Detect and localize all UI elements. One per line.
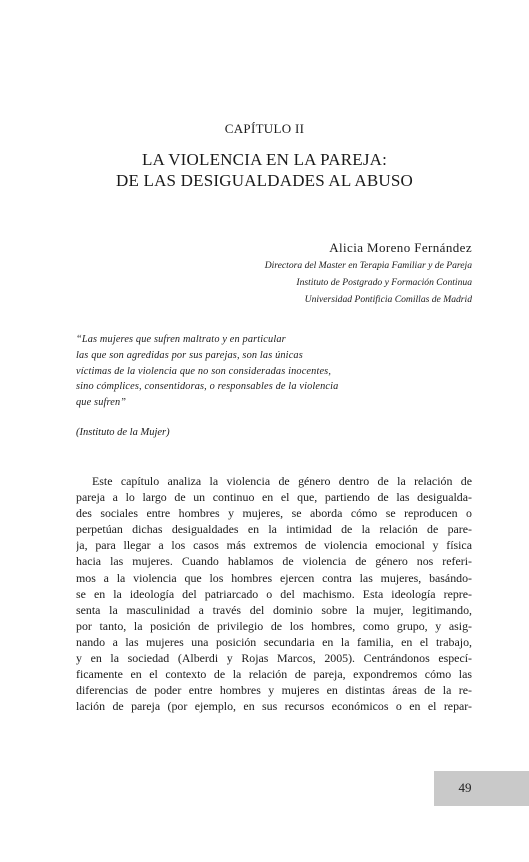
body-line: se en la ideología del patriarcado o del machismo. Esta ideología repre-: [76, 586, 472, 601]
epigraph-source: (Instituto de la Mujer): [76, 427, 170, 438]
body-line: diferencias de poder entre hombres y mujeres en distintas áreas de la re-: [76, 683, 472, 698]
epigraph-line: las que son agredidas por sus parejas, son las únicas: [76, 349, 303, 361]
body-line: pareja a lo largo de un continuo en el que, partiendo de las desigualda-: [76, 490, 472, 505]
epigraph-quote: [76, 332, 338, 411]
body-line: por tanto, la posición de privilegio de los hombres, como grupo, y asig-: [76, 618, 472, 633]
body-line: mos a la violencia que los hombres ejercen contra las mujeres, basándo-: [76, 570, 472, 585]
epigraph-line: sino cómplices, consentidoras, o responsables de la violencia: [76, 381, 339, 393]
chapter-label: CAPÍTULO II: [224, 121, 305, 136]
epigraph-line: “Las mujeres que sufren maltrato y en particular: [76, 334, 286, 345]
body-line: senta la masculinidad a través del dominio sobre la mujer, legitimando,: [76, 602, 472, 617]
author-block: [265, 239, 472, 308]
author-affiliation: Universidad Pontificia Comillas de Madrid: [304, 294, 472, 305]
chapter-title-line: DE LAS DESIGUALDADES AL ABUSO: [115, 171, 414, 190]
body-line: y en la sociedad (Alberdi y Rojas Marcos, 2005). Centrándonos especí-: [76, 651, 472, 666]
author-name: Alicia Moreno Fernández: [329, 240, 472, 255]
page-number-tab: [434, 771, 529, 806]
author-affiliation: Instituto de Postgrado y Formación Continua: [296, 277, 472, 288]
epigraph-line: víctimas de la violencia que no son consideradas inocentes,: [76, 365, 332, 377]
body-line: hacia las mujeres. Cuando hablamos de violencia de género nos referi-: [76, 554, 472, 569]
chapter-title-line: LA VIOLENCIA EN LA PAREJA:: [141, 150, 388, 169]
body-line: nando a las mujeres una posición secundaria en la familia, en el trabajo,: [76, 634, 472, 649]
body-line: des sociales entre hombres y mujeres, se aborda cómo se reproducen o: [76, 506, 472, 521]
body-line: Este capítulo analiza la violencia de género dentro de la relación de: [92, 474, 472, 488]
body-line: perpetúan dichas desigualdades en la intimidad de la relación de pare-: [76, 522, 472, 537]
body-paragraph: [76, 473, 472, 714]
body-line: ficamente en el contexto de la relación de pareja, expondremos cómo las: [76, 667, 472, 682]
chapter-title: [0, 149, 529, 191]
author-affiliation: Directora del Master en Terapia Familiar y de Pareja: [264, 260, 472, 271]
page-number: 49: [458, 780, 472, 795]
body-line: lación de pareja (por ejemplo, en sus recursos económicos o en el repar-: [76, 699, 472, 714]
epigraph-line: que sufren”: [76, 397, 127, 409]
body-line: ja, para llegar a los casos más extremos de violencia emocional y física: [76, 538, 472, 553]
